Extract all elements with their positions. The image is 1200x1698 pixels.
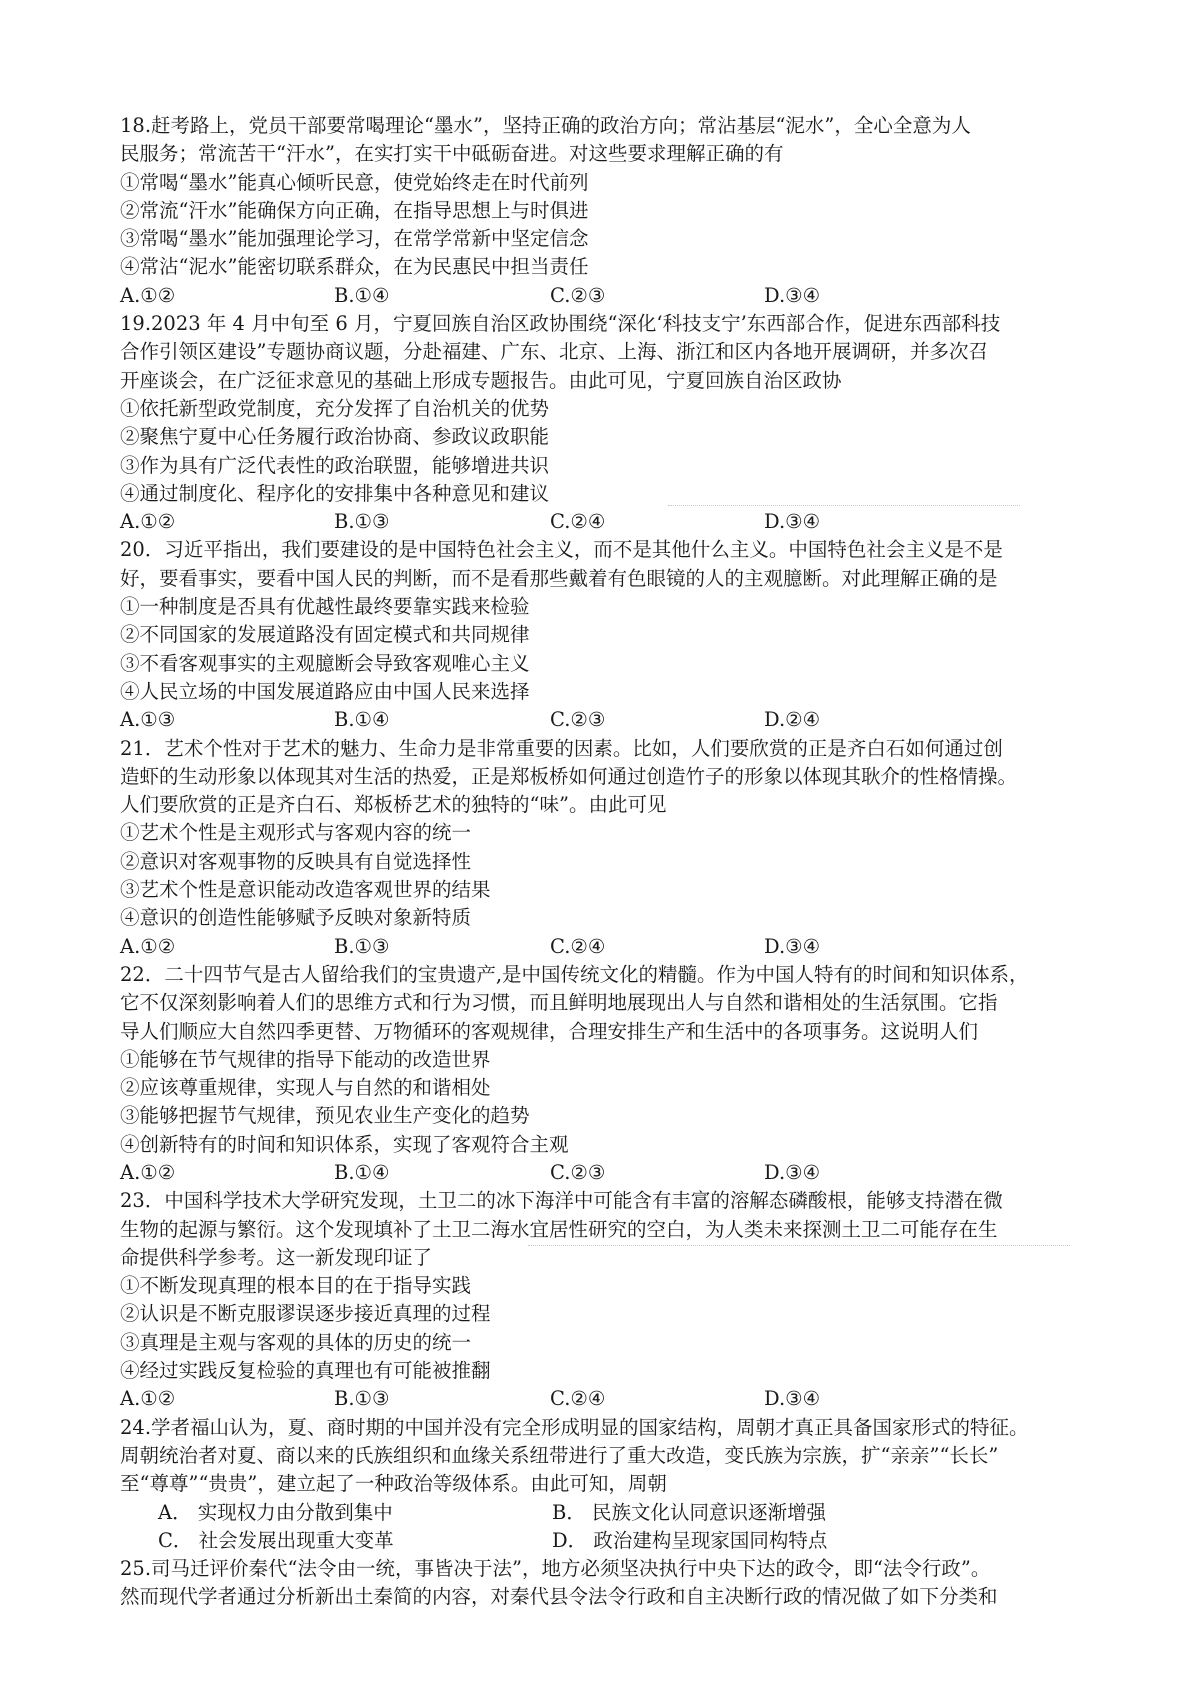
statement-line: ③作为具有广泛代表性的政治联盟，能够增进共识 [120,453,550,477]
statement-line: ①常喝“墨水”能真心倾听民意，使党始终走在时代前列 [120,170,589,194]
statement-line: ②应该尊重规律，实现人与自然的和谐相处 [120,1076,491,1100]
answer-option: B.①④ [334,283,390,307]
answer-option: C.②④ [550,510,606,534]
answer-options [120,1385,1104,1413]
statement-line: ②不同国家的发展道路没有固定模式和共同规律 [120,623,530,647]
dotted-rule [668,505,1020,506]
statement-line: ③能够把握节气规律，预见农业生产变化的趋势 [120,1104,530,1128]
question-q20 [120,536,1104,734]
answer-option: D.③④ [764,934,821,958]
question-stem-line: 20．习近平指出，我们要建设的是中国特色社会主义，而不是其他什么主义。中国特色社会主义是不是 [120,538,1003,562]
statement-line: ②意识对客观事物的反映具有自觉选择性 [120,849,472,873]
statement-line: ④创新特有的时间和知识体系，实现了客观符合主观 [120,1132,569,1156]
answer-option: A.①③ [120,708,176,732]
question-stem-line: 24.学者福山认为，夏、商时期的中国并没有完全形成明显的国家结构，周朝才真正具备国家形式的特征。 [120,1415,1029,1439]
question-stem-line: 造虾的生动形象以体现其对生活的热爱，正是郑板桥如何通过创造竹子的形象以体现其耿介的性格情操。 [120,764,1018,788]
statement-line: ①依托新型政党制度，充分发挥了自治机关的优势 [120,396,550,420]
answer-options [120,282,1104,310]
answer-option: C.②④ [550,1387,606,1411]
answer-option: A.①② [120,283,176,307]
answer-option: A.①② [120,1387,176,1411]
question-q22 [120,961,1104,1187]
answer-option: B.①④ [334,708,390,732]
answer-option: B． 民族文化认同意识逐渐增强 [552,1500,827,1524]
question-stem-line: 生物的起源与繁衍。这个发现填补了土卫二海水宜居性研究的空白，为人类未来探测土卫二可能存在生 [120,1217,998,1241]
dotted-rule [528,1245,1070,1246]
answer-option: C． 社会发展出现重大变革 [158,1528,394,1552]
answer-option: C.②③ [550,283,606,307]
answer-option: D.②④ [764,708,821,732]
answer-option: B.①④ [334,1160,390,1184]
question-stem-line: 命提供科学参考。这一新发现印证了 [120,1245,433,1269]
answer-options-row [120,1499,1104,1527]
question-q19 [120,310,1104,536]
statement-line: ③不看客观事实的主观臆断会导致客观唯心主义 [120,651,530,675]
question-stem-line: 人们要欣赏的正是齐白石、郑板桥艺术的独特的“味”。由此可见 [120,793,667,817]
statement-line: ①艺术个性是主观形式与客观内容的统一 [120,821,472,845]
question-stem-line: 23．中国科学技术大学研究发现，土卫二的冰下海洋中可能含有丰富的溶解态磷酸根，能够支持潜在微 [120,1189,1003,1213]
statement-line: ③真理是主观与客观的具体的历史的统一 [120,1330,472,1354]
answer-option: A.①② [120,1160,176,1184]
question-stem-line: 导人们顺应大自然四季更替、万物循环的客观规律，合理安排生产和生活中的各项事务。这说明人们 [120,1019,979,1043]
question-stem-line: 22．二十四节气是古人留给我们的宝贵遗产,是中国传统文化的精髓。作为中国人特有的时间和知识体系， [120,962,1029,986]
statement-line: ③常喝“墨水”能加强理论学习，在常学常新中坚定信念 [120,227,589,251]
statement-line: ②认识是不断克服谬误逐步接近真理的过程 [120,1302,491,1326]
question-stem-line: 然而现代学者通过分析新出土秦简的内容，对秦代县令法令行政和自主决断行政的情况做了如下分类和 [120,1585,998,1609]
question-stem-line: 周朝统治者对夏、商以来的氏族组织和血缘关系纽带进行了重大改造，变氏族为宗族，扩“亲亲”“长长” [120,1443,999,1467]
statement-line: ④意识的创造性能够赋予反映对象新特质 [120,906,472,930]
question-q21 [120,735,1104,961]
statement-line: ②常流“汗水”能确保方向正确，在指导思想上与时俱进 [120,198,589,222]
answer-option: D． 政治建构呈现家国同构特点 [552,1528,828,1552]
answer-option: A.①② [120,510,176,534]
answer-option: B.①③ [334,934,390,958]
answer-option: B.①③ [334,510,390,534]
statement-line: ①不断发现真理的根本目的在于指导实践 [120,1274,472,1298]
question-stem-line: 好，要看事实，要看中国人民的判断，而不是看那些戴着有色眼镜的人的主观臆断。对此理解正确的是 [120,566,998,590]
answer-option: D.③④ [764,510,821,534]
answer-options [120,508,1104,536]
answer-options [120,1159,1104,1187]
statement-line: ①一种制度是否具有优越性最终要靠实践来检验 [120,595,530,619]
question-stem-line: 合作引领区建设”专题协商议题，分赴福建、广东、北京、上海、浙江和区内各地开展调研，并多次召 [120,340,988,364]
question-stem-line: 21．艺术个性对于艺术的魅力、生命力是非常重要的因素。比如，人们要欣赏的正是齐白石如何通过创 [120,736,1003,760]
question-stem-line: 18.赶考路上，党员干部要常喝理论“墨水”，坚持正确的政治方向；常沾基层“泥水”，全心全意为人 [120,114,971,137]
statement-line: ④经过实践反复检验的真理也有可能被推翻 [120,1359,491,1383]
question-q25 [120,1555,1104,1612]
question-q23 [120,1187,1104,1413]
answer-option: C.②④ [550,934,606,958]
statement-line: ②聚焦宁夏中心任务履行政治协商、参政议政职能 [120,425,550,449]
answer-option: D.③④ [764,1160,821,1184]
question-stem-line: 它不仅深刻影响着人们的思维方式和行为习惯，而且鲜明地展现出人与自然和谐相处的生活氛围。它指 [120,991,998,1015]
statement-line: ④通过制度化、程序化的安排集中各种意见和建议 [120,481,550,505]
question-stem-line: 民服务；常流苦干“汗水”，在实打实干中砥砺奋进。对这些要求理解正确的有 [120,142,784,166]
question-q18 [120,112,1104,310]
answer-options-row [120,1527,1104,1555]
answer-option: B.①③ [334,1387,390,1411]
answer-options [120,933,1104,961]
question-stem-line: 25.司马迁评价秦代“法令由一统，事皆决于法”，地方必须坚决执行中央下达的政令，即“法令行政”。 [120,1557,991,1581]
statement-line: ④人民立场的中国发展道路应由中国人民来选择 [120,679,530,703]
answer-option: D.③④ [764,283,821,307]
answer-option: C.②③ [550,708,606,732]
answer-option: A． 实现权力由分散到集中 [158,1500,393,1524]
answer-option: C.②③ [550,1160,606,1184]
question-stem-line: 19.2023 年 4 月中旬至 6 月，宁夏回族自治区政协围绕“深化‘科技支宁’东西部合作，促进东西部科技 [120,312,1001,336]
statement-line: ③艺术个性是意识能动改造客观世界的结果 [120,878,491,902]
question-stem-line: 至“尊尊”“贵贵”，建立起了一种政治等级体系。由此可知，周朝 [120,1472,667,1496]
answer-options [120,706,1104,734]
statement-line: ①能够在节气规律的指导下能动的改造世界 [120,1047,491,1071]
question-q24 [120,1414,1104,1555]
answer-option: D.③④ [764,1387,821,1411]
answer-option: A.①② [120,934,176,958]
statement-line: ④常沾“泥水”能密切联系群众，在为民惠民中担当责任 [120,255,589,279]
question-stem-line: 开座谈会，在广泛征求意见的基础上形成专题报告。由此可见，宁夏回族自治区政协 [120,368,842,392]
